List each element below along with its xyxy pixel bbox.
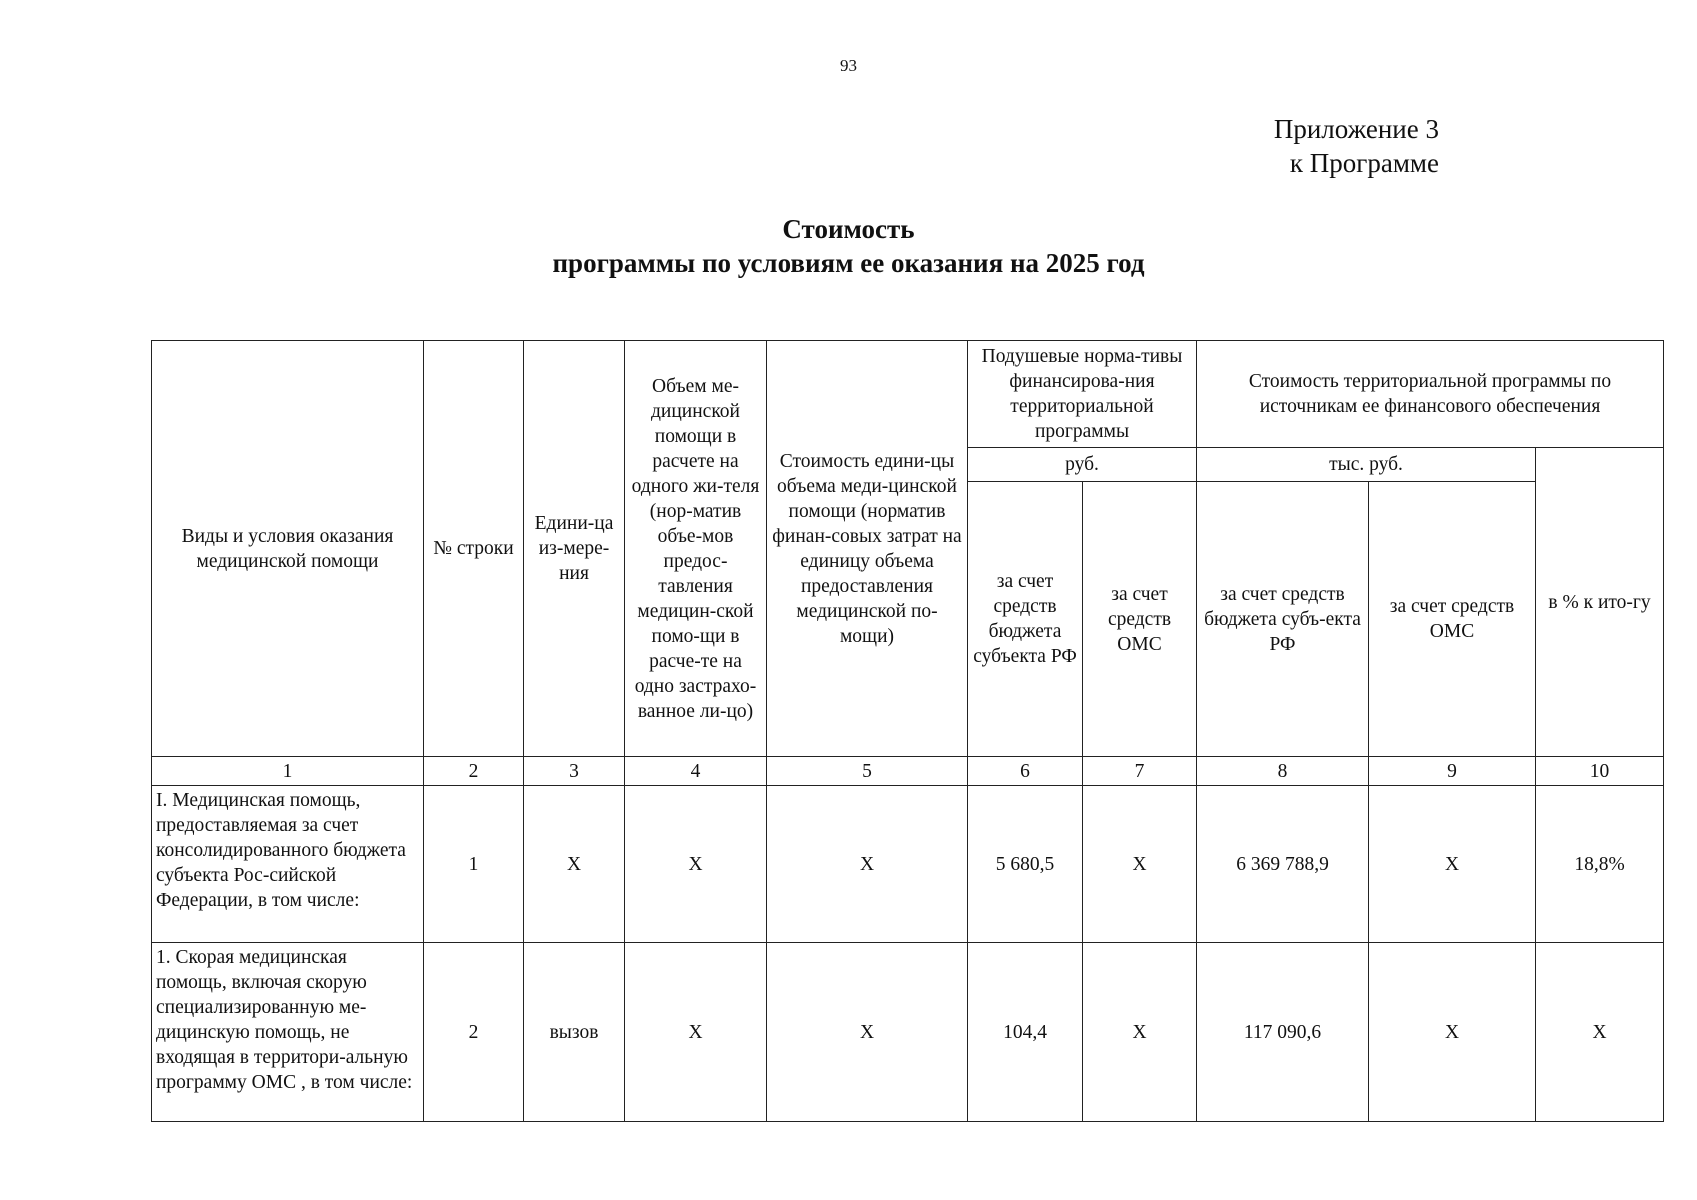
row-per-capita-oms: X [1083, 786, 1197, 943]
row-cost-oms: X [1369, 943, 1536, 1122]
column-number: 3 [524, 757, 625, 786]
column-number: 4 [625, 757, 767, 786]
row-percent: X [1536, 943, 1664, 1122]
appendix-line-1: Приложение 3 [1273, 114, 1439, 144]
column-number: 5 [767, 757, 968, 786]
row-cost-budget: 6 369 788,9 [1197, 786, 1369, 943]
header-unit: Едини-ца из-мере-ния [524, 341, 625, 757]
row-per-capita-budget: 5 680,5 [968, 786, 1083, 943]
header-rub: руб. [968, 448, 1197, 482]
header-kinds: Виды и условия оказания медицинской помощи [152, 341, 424, 757]
row-unit-cost: X [767, 943, 968, 1122]
header-budget-rf-thousand: за счет средств бюджета субъ-екта РФ [1197, 482, 1369, 757]
document-title-line-2: программы по условиям ее оказания на 2025 год [552, 248, 1145, 278]
page-number: 93 [840, 56, 857, 75]
appendix-line-2: к Программе [1289, 148, 1439, 178]
row-per-capita-budget: 104,4 [968, 943, 1083, 1122]
row-percent: 18,8% [1536, 786, 1664, 943]
header-total-cost: Стоимость территориальной программы по источникам ее финансового обеспечения [1197, 341, 1664, 448]
header-budget-rf: за счет средств бюджета субъекта РФ [968, 482, 1083, 757]
column-number: 7 [1083, 757, 1197, 786]
header-unit-cost: Стоимость едини-цы объема меди-цинской помощи (норматив финан-совых затрат на единицу объема предоставления медицинской по-мощи) [767, 341, 968, 757]
column-number: 9 [1369, 757, 1536, 786]
row-unit-cost: X [767, 786, 968, 943]
table-row [152, 943, 1664, 1122]
header-volume: Объем ме-дицинской помощи в расчете на одного жи-теля (нор-матив объе-мов предос-тавления медицин-ской помо-щи в расче-те на одно застрахо-ванное ли-цо) [625, 341, 767, 757]
header-percent: в % к ито-гу [1536, 448, 1664, 757]
program-cost-table [151, 340, 1664, 1122]
column-number: 8 [1197, 757, 1369, 786]
row-name: 1. Скорая медицинская помощь, включая скорую специализированную ме-дицинскую помощь, не входящая в территори-альную программу ОМС , в том числе: [152, 943, 424, 1122]
row-unit: вызов [524, 943, 625, 1122]
row-cost-budget: 117 090,6 [1197, 943, 1369, 1122]
column-number: 2 [424, 757, 524, 786]
table-row [152, 786, 1664, 943]
document-title [0, 212, 1697, 280]
appendix-label [1274, 112, 1439, 180]
column-number-row [152, 757, 1664, 786]
header-per-capita: Подушевые норма-тивы финансирова-ния территориальной программы [968, 341, 1197, 448]
row-volume: X [625, 786, 767, 943]
header-row-number: № строки [424, 341, 524, 757]
row-number: 2 [424, 943, 524, 1122]
column-number: 1 [152, 757, 424, 786]
row-name: I. Медицинская помощь, предоставляемая за счет консолидированного бюджета субъекта Рос-сийской Федерации, в том числе: [152, 786, 424, 943]
document-title-line-1: Стоимость [782, 214, 915, 244]
row-volume: X [625, 943, 767, 1122]
header-oms-thousand: за счет средств ОМС [1369, 482, 1536, 757]
column-number: 6 [968, 757, 1083, 786]
header-thousand-rub: тыс. руб. [1197, 448, 1536, 482]
row-number: 1 [424, 786, 524, 943]
row-per-capita-oms: X [1083, 943, 1197, 1122]
column-number: 10 [1536, 757, 1664, 786]
row-cost-oms: X [1369, 786, 1536, 943]
row-unit: X [524, 786, 625, 943]
header-oms: за счет средств ОМС [1083, 482, 1197, 757]
